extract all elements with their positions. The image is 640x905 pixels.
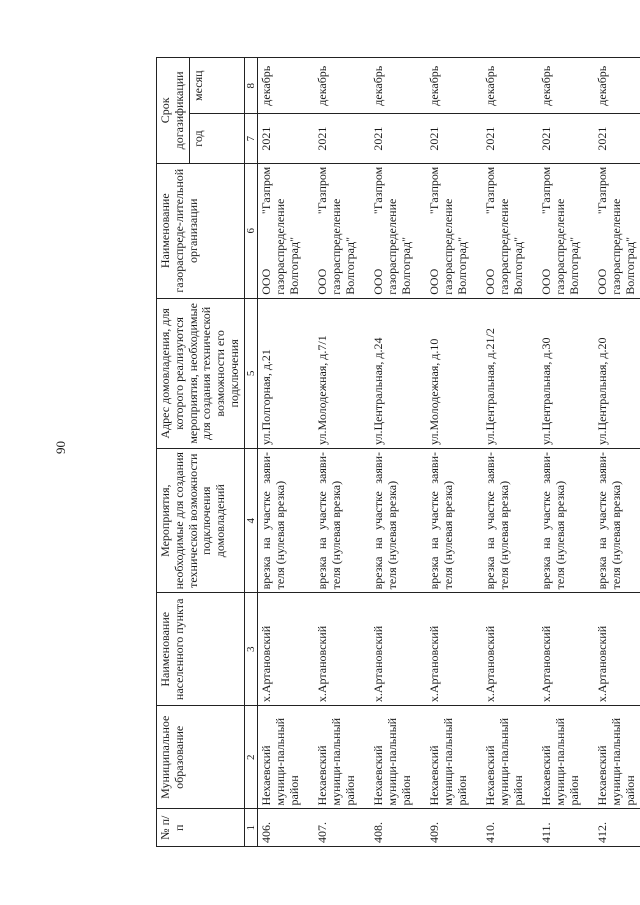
municipality-cell: Нехаевский муници-пальный район [538, 706, 594, 809]
measure-cell: врезка на участке заяви-теля (нулевая врезка) [370, 449, 426, 593]
org-cell: ООО "Газпром газораспределение Волгоград" [482, 163, 538, 298]
year-cell: 2021 [594, 114, 640, 163]
header-measures: Мероприятия, необходимые для создания технической возможности подключения домовладений [157, 449, 245, 593]
settlement-cell: х.Артановский [314, 593, 370, 706]
org-cell: ООО "Газпром газораспределение Волгоград" [426, 163, 482, 298]
header-org: Наименование газораспреде-лительной организации [157, 163, 245, 298]
year-cell: 2021 [370, 114, 426, 163]
header-settlement: Наименование населенного пункта [157, 593, 245, 706]
municipality-cell: Нехаевский муници-пальный район [314, 706, 370, 809]
municipality-cell: Нехаевский муници-пальный район [426, 706, 482, 809]
rotated-table-container [156, 57, 640, 847]
municipality-cell: Нехаевский муници-пальный район [482, 706, 538, 809]
month-cell: декабрь [370, 58, 426, 114]
address-cell: ул.Полгорная, д.21 [258, 298, 315, 448]
column-number: 2 [244, 706, 258, 809]
settlement-cell: х.Артановский [482, 593, 538, 706]
table-row [370, 58, 426, 847]
measure-cell: врезка на участке заяви-теля (нулевая врезка) [538, 449, 594, 593]
measure-cell: врезка на участке заяви-теля (нулевая врезка) [594, 449, 640, 593]
table-row [258, 58, 315, 847]
month-cell: декабрь [594, 58, 640, 114]
header-address: Адрес домовладения, для которого реализуются мероприятия, необходимые для создания технической возможности его подключения [157, 298, 245, 448]
column-number-row [244, 58, 258, 847]
table-row [594, 58, 640, 847]
settlement-cell: х.Артановский [594, 593, 640, 706]
address-cell: ул.Центральная, д.30 [538, 298, 594, 448]
municipality-cell: Нехаевский муници-пальный район [258, 706, 315, 809]
org-cell: ООО "Газпром газораспределение Волгоград" [538, 163, 594, 298]
table-row [314, 58, 370, 847]
month-cell: декабрь [482, 58, 538, 114]
year-cell: 2021 [426, 114, 482, 163]
address-cell: ул.Молодежная, д.7/1 [314, 298, 370, 448]
year-cell: 2021 [538, 114, 594, 163]
org-cell: ООО "Газпром газораспределение Волгоград" [258, 163, 315, 298]
measure-cell: врезка на участке заяви-теля (нулевая врезка) [482, 449, 538, 593]
measure-cell: врезка на участке заяви-теля (нулевая врезка) [426, 449, 482, 593]
header-term: Срок догазификации [157, 58, 190, 164]
row-number: 411. [538, 809, 594, 847]
column-number: 7 [244, 114, 258, 163]
row-number: 408. [370, 809, 426, 847]
row-number: 407. [314, 809, 370, 847]
year-cell: 2021 [482, 114, 538, 163]
header-municipality: Муниципальное образование [157, 706, 245, 809]
org-cell: ООО "Газпром газораспределение Волгоград" [594, 163, 640, 298]
column-number: 3 [244, 593, 258, 706]
settlement-cell: х.Артановский [538, 593, 594, 706]
header-year: год [189, 114, 244, 163]
address-cell: ул.Центральная, д.24 [370, 298, 426, 448]
column-number: 8 [244, 58, 258, 114]
municipality-cell: Нехаевский муници-пальный район [370, 706, 426, 809]
org-cell: ООО "Газпром газораспределение Волгоград" [370, 163, 426, 298]
row-number: 406. [258, 809, 315, 847]
month-cell: декабрь [426, 58, 482, 114]
measure-cell: врезка на участке заяви-теля (нулевая врезка) [314, 449, 370, 593]
header-num: № п/п [157, 809, 245, 847]
address-cell: ул.Центральная, д.21/2 [482, 298, 538, 448]
measure-cell: врезка на участке заяви-теля (нулевая врезка) [258, 449, 315, 593]
year-cell: 2021 [314, 114, 370, 163]
table-row [482, 58, 538, 847]
row-number: 412. [594, 809, 640, 847]
column-number: 5 [244, 298, 258, 448]
address-cell: ул.Молодежная, д.10 [426, 298, 482, 448]
column-number: 1 [244, 809, 258, 847]
column-number: 6 [244, 163, 258, 298]
address-cell: ул.Центральная, д.20 [594, 298, 640, 448]
municipality-cell: Нехаевский муници-пальный район [594, 706, 640, 809]
table-row [538, 58, 594, 847]
table-row [426, 58, 482, 847]
settlement-cell: х.Артановский [258, 593, 315, 706]
settlement-cell: х.Артановский [426, 593, 482, 706]
month-cell: декабрь [258, 58, 315, 114]
header-month: месяц [189, 58, 244, 114]
month-cell: декабрь [314, 58, 370, 114]
org-cell: ООО "Газпром газораспределение Волгоград" [314, 163, 370, 298]
gasification-table [156, 57, 640, 847]
row-number: 410. [482, 809, 538, 847]
row-number: 409. [426, 809, 482, 847]
settlement-cell: х.Артановский [370, 593, 426, 706]
column-number: 4 [244, 449, 258, 593]
year-cell: 2021 [258, 114, 315, 163]
month-cell: декабрь [538, 58, 594, 114]
